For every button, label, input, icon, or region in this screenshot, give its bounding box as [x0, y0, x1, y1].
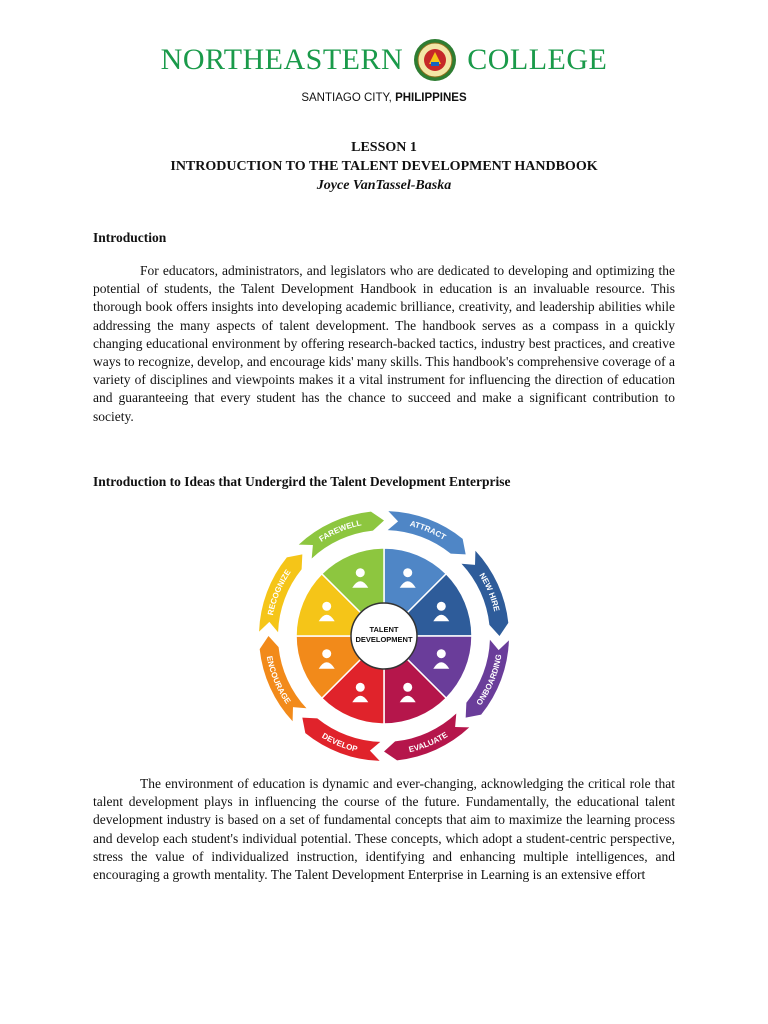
- center-label-line1: TALENT: [369, 625, 399, 634]
- college-header: [0, 38, 768, 104]
- ring-label-farewell: FAREWELL: [317, 518, 363, 544]
- environment-paragraph: The environment of education is dynamic and ever-changing, acknowledging the critical role that talent development plays in influencing the course of the future. Fundamentally, the educational talent development industry is based on a set of fundamental concepts that aim to maximize the learning process and develop each student's individual potential. These concepts, which adopt a student-centric perspective, stress the value of individualized instruction, identifying and enhancing multiple intelligences, and encouraging a growth mentality. The Talent Development Enterprise in Learning is an extensive effort: [93, 776, 675, 883]
- college-name-row: [0, 38, 768, 82]
- center-label-line2: DEVELOPMENT: [355, 635, 413, 644]
- lesson-title-block: [0, 138, 768, 195]
- ring-arrow-onboarding: [466, 640, 509, 718]
- college-location: [0, 92, 768, 104]
- ring-label-attract: ATTRACT: [409, 519, 448, 542]
- lesson-title: INTRODUCTION TO THE TALENT DEVELOPMENT HANDBOOK: [170, 159, 598, 174]
- ring-label-onboarding: ONBOARDING: [474, 653, 504, 707]
- location-country: PHILIPPINES: [395, 92, 467, 104]
- ring-label-new-hire: NEW HIRE: [477, 571, 502, 613]
- college-name-right: COLLEGE: [467, 43, 608, 76]
- college-seal-icon: [413, 38, 457, 82]
- ring-label-evaluate: EVALUATE: [407, 730, 450, 755]
- ring-label-develop: DEVELOP: [320, 731, 359, 754]
- ideas-heading: Introduction to Ideas that Undergird the Talent Development Enterprise: [93, 474, 511, 489]
- college-name-left: NORTHEASTERN: [160, 43, 404, 76]
- intro-paragraph: For educators, administrators, and legislators who are dedicated to developing and optimizing the potential of students, the Talent Development Handbook in education is an invaluable resource. This thorough book offers insights into developing academic brilliance, creativity, and leadership abilities while addressing the many aspects of talent development. The handbook serves as a compass in a quickly changing educational environment by offering research-backed tactics, industry best practices, and creative ways to recognize, develop, and encourage kids' many skills. This handbook's comprehensive coverage of a variety of disciplines and viewpoints makes it a vital instrument for influencing the direction of education and guaranteeing that every student has the chance to succeed and make a significant contribution to society.: [93, 263, 675, 424]
- lesson-author: Joyce VanTassel-Baska: [316, 178, 452, 193]
- ring-arrow-develop: [302, 718, 380, 761]
- intro-heading: Introduction: [93, 230, 167, 245]
- talent-development-cycle-diagram: [254, 510, 514, 762]
- ring-label-encourage: ENCOURAGE: [264, 655, 293, 706]
- ring-label-recognize: RECOGNIZE: [265, 567, 293, 616]
- lesson-number: LESSON 1: [351, 140, 417, 155]
- location-city: SANTIAGO CITY,: [301, 92, 396, 104]
